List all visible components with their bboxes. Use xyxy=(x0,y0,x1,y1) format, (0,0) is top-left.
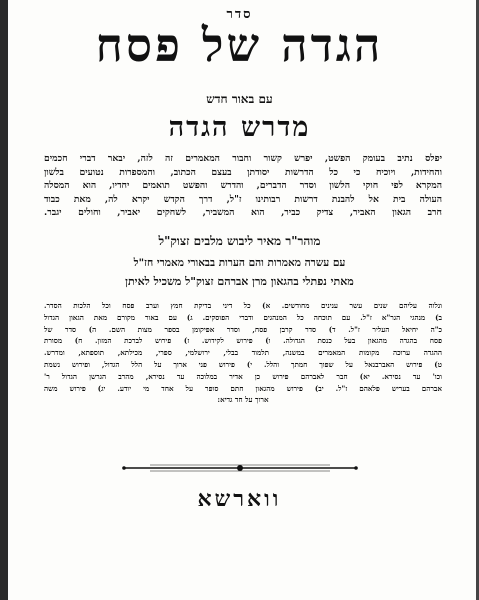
attached-line: ב) מנהגי הגר"א ז"ל. עם תוכחה כל המנהגים ודברי הפוסקים. ג) עם באור מקורם מאת הגאון הגדול xyxy=(44,312,442,322)
main-title: הגדה של פסח xyxy=(95,18,384,72)
attached-line: פסח בהגדה מהגאון בעל כנסת הגדולה. ו) פירוש לקידוש. ז) פירוש לברכת המזון. ח) מסורת xyxy=(44,336,442,346)
ornamental-divider xyxy=(120,461,360,475)
second-author-line: מאתי נפתלי בהגאון מרן אברהם זצוק"ל משכיל לאיתן xyxy=(125,275,354,288)
attached-line: ההגדה ערוכה מקומות המאמרים במשנה, תלמוד בבלי, ירושלמי, ספרי, מכילתא, תוספתא, ומדרש. xyxy=(44,348,442,358)
description-paragraph xyxy=(44,152,442,220)
with-commentary-line: עם באור חדש xyxy=(206,92,273,106)
commentary-title: מדרש הגדה xyxy=(168,112,311,143)
description-line: והחידות, ויוכיח כי כל הדרשות יסודתן בעצם הכתוב, והמספרות נטועים בלשון xyxy=(44,166,442,178)
description-line: חרב הגאון האביר, צדיק כביר, הוא המשביר, לשחקים יאביר, וחולים יגבר. xyxy=(44,207,442,218)
attached-contents-paragraph xyxy=(44,300,442,406)
description-line: המקרא לפי חוקי הלשון וסדר הדברים, והדרש והפשט תואמים יחדיו, הוא המסלה xyxy=(44,180,442,191)
attached-line: ט) פירוש האברבנאל על שפוך חמתך והלל. י) פירוש פני ארוך על הלל הגדול, ופירוש נשמת xyxy=(44,359,442,369)
description-line: העולה בית אל להבנת דרשות רבותינו ז"ל, דרך הקדש יקרא לה, מאת כבוד xyxy=(44,193,442,205)
attached-line: וכו' עד נסירא. יא) חבר לאברהם פירוש כן אדיר במלוכה עד נסירא, מהרב הגרשן הגדול ר' xyxy=(44,371,442,381)
attached-line: כ"ה יחיאל העליר ז"ל. ד) סדר קרבן פסח, וסדר אפיקומן בספר מצות השם. ה) סדר של xyxy=(44,324,442,334)
attached-line: ארוך על חד גדיא: xyxy=(217,395,269,405)
description-line: יפלס נתיב בעומק הפשט, יפרש קשור וחבור המאמרים זה לזה, יבאר דברי חכמים xyxy=(44,153,442,164)
publication-city: ווארשא xyxy=(197,486,282,512)
ten-sayings-line: עם עשרה מאמרות והם הערות בבאורי מאמרי חז"ל xyxy=(133,257,346,269)
attached-line: ונלוה עליהם שנים עשר ענינים מחודשים. א) כל דיני בדיקת חמץ וערב פסח וכל הלכות הסדר. xyxy=(44,301,442,310)
attached-line: אברהם בעריש פלאהם ז"ל. יב) פירוש מהגאון חתם סופר על אחד מי יודע. יג) פירוש משה xyxy=(44,383,442,393)
seder-heading: סדר xyxy=(226,7,253,22)
author-line: מוהר"ר מאיר ליבוש מלבים זצוק"ל xyxy=(158,234,321,248)
